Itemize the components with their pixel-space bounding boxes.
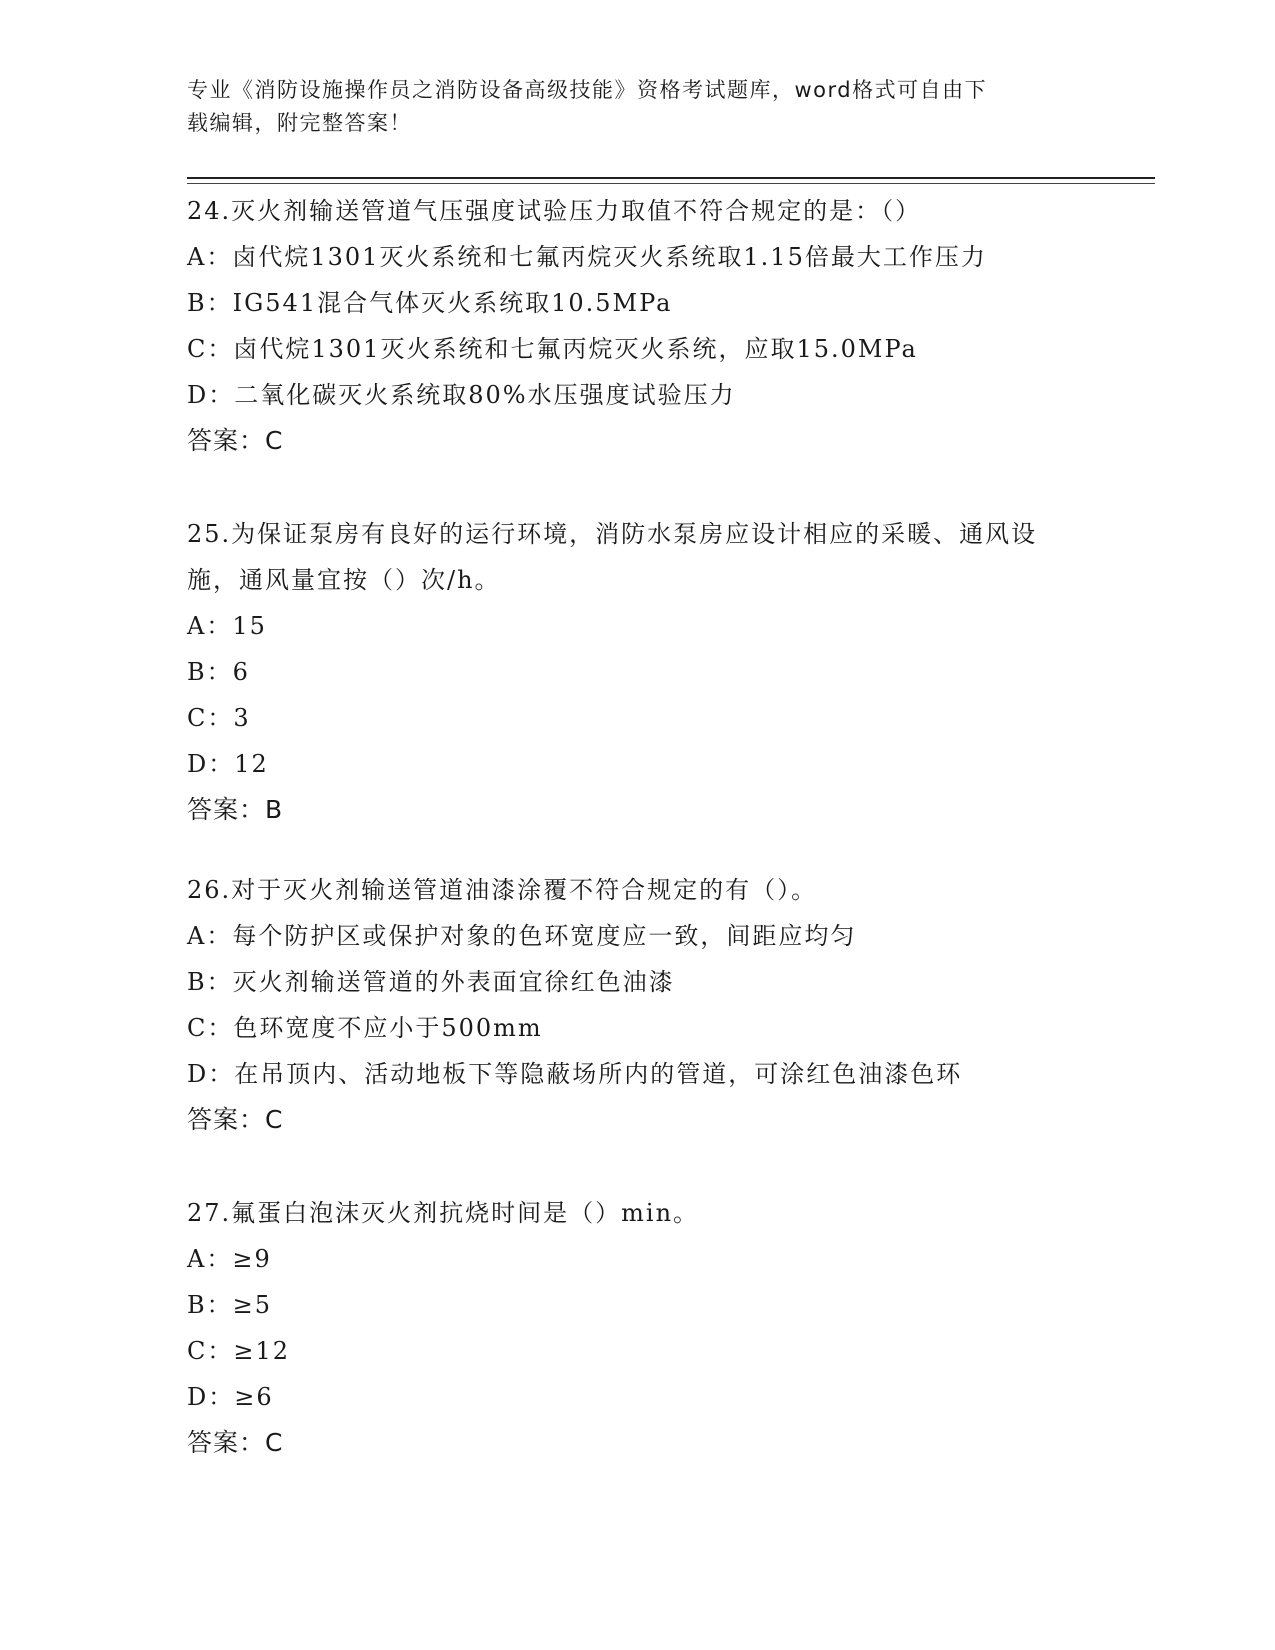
option-b: B：灭火剂输送管道的外表面宜徐红色油漆 — [187, 968, 675, 996]
option-d: D：12 — [187, 750, 269, 778]
option-a: A：卤代烷1301灭火系统和七氟丙烷灭火系统取1.15倍最大工作压力 — [187, 243, 987, 271]
question-stem: 26.对于灭火剂输送管道油漆涂覆不符合规定的有（）。 — [187, 876, 818, 904]
option-c: C：色环宽度不应小于500mm — [187, 1014, 543, 1042]
option-d: D：二氧化碳灭火系统取80%水压强度试验压力 — [187, 381, 736, 409]
option-b: B：IG541混合气体灭火系统取10.5MPa — [187, 289, 673, 317]
answer: 答案：C — [187, 1428, 284, 1457]
header-divider-thin — [187, 183, 1155, 184]
question-25 — [187, 511, 1087, 833]
option-c: C：卤代烷1301灭火系统和七氟丙烷灭火系统，应取15.0MPa — [187, 335, 918, 363]
question-stem: 27.氟蛋白泡沫灭火剂抗烧时间是（）min。 — [187, 1199, 700, 1227]
header-line-2: 载编辑，附完整答案！ — [187, 111, 412, 135]
question-27 — [187, 1190, 1087, 1466]
header-divider-thick — [187, 177, 1155, 179]
option-b: B：6 — [187, 658, 250, 686]
answer: 答案：C — [187, 1105, 284, 1134]
option-d: D：在吊顶内、活动地板下等隐蔽场所内的管道，可涂红色油漆色环 — [187, 1060, 963, 1088]
document-header — [187, 74, 1067, 140]
option-c: C：≥12 — [187, 1337, 291, 1365]
header-line-1: 专业《消防设施操作员之消防设备高级技能》资格考试题库，word格式可自由下 — [187, 78, 988, 102]
option-d: D：≥6 — [187, 1383, 274, 1411]
option-a: A：每个防护区或保护对象的色环宽度应一致，间距应均匀 — [187, 922, 857, 950]
question-24 — [187, 188, 1087, 464]
answer: 答案：C — [187, 426, 284, 455]
option-c: C：3 — [187, 704, 251, 732]
answer: 答案：B — [187, 795, 284, 824]
question-stem: 24.灭火剂输送管道气压强度试验压力取值不符合规定的是：（） — [187, 197, 922, 225]
question-26 — [187, 867, 1087, 1143]
option-a: A：≥9 — [187, 1245, 272, 1273]
option-a: A：15 — [187, 612, 267, 640]
question-stem: 25.为保证泵房有良好的运行环境，消防水泵房应设计相应的采暖、通风设施，通风量宜按（）次/h。 — [187, 520, 1038, 594]
option-b: B：≥5 — [187, 1291, 273, 1319]
